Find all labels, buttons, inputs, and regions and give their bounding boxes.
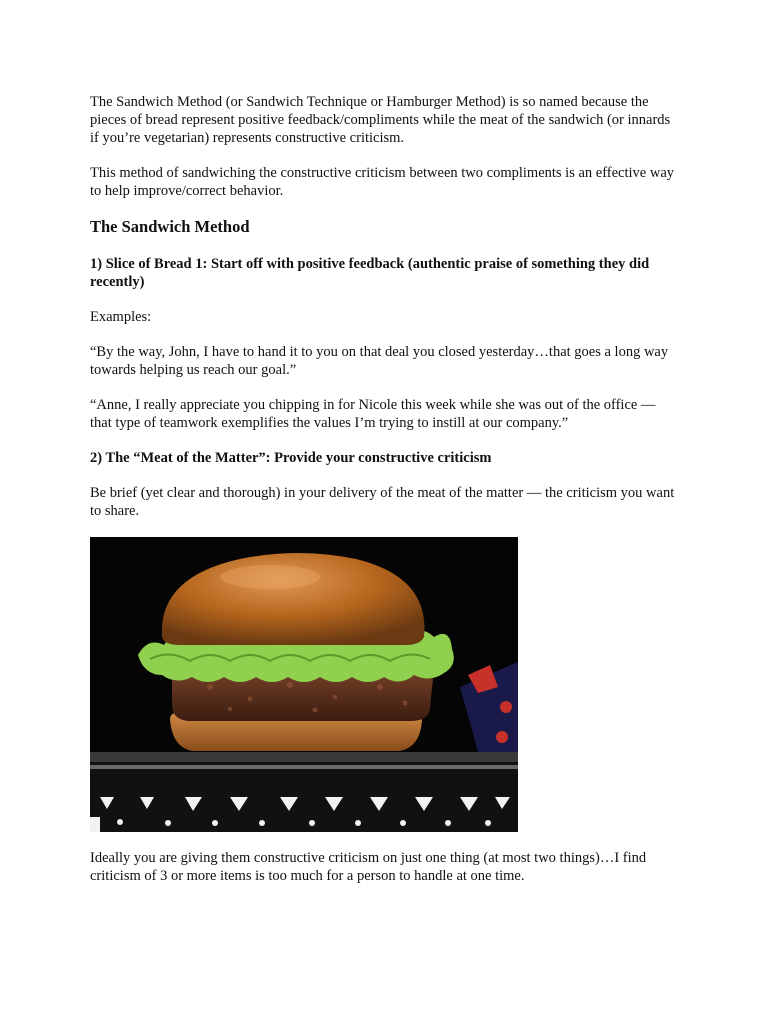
example-quote-1: “By the way, John, I have to hand it to you on that deal you closed yesterday…that goes a long way towards helping us reach our goal.” <box>90 344 669 378</box>
closing-paragraph: Ideally you are giving them constructive criticism on just one thing (at most two things)…I find criticism of 3 or more items is too much for a person to handle at one time. <box>90 850 647 884</box>
step-1-heading: 1) Slice of Bread 1: Start off with positive feedback (authentic praise of something they did recently) <box>90 256 650 290</box>
hamburger-photo-icon <box>90 537 518 832</box>
intro-paragraph-2: This method of sandwiching the constructive criticism between two compliments is an effective way to help improve/correct behavior. <box>90 165 675 199</box>
intro-paragraph-1: The Sandwich Method (or Sandwich Technique or Hamburger Method) is so named because the pieces of bread represent positive feedback/compliments while the meat of the sandwich (or innards if you’re vegetarian) represents constructive criticism. <box>90 94 671 146</box>
section-heading: The Sandwich Method <box>90 217 250 236</box>
document-page <box>90 93 680 885</box>
example-quote-2: “Anne, I really appreciate you chipping in for Nicole this week while she was out of the office — that type of teamwork exemplifies the values I’m trying to instill at our company.” <box>90 397 656 431</box>
examples-label: Examples: <box>90 309 152 325</box>
step-2-body: Be brief (yet clear and thorough) in your delivery of the meat of the matter — the criticism you want to share. <box>90 485 675 519</box>
step-2-heading: 2) The “Meat of the Matter”: Provide your constructive criticism <box>90 450 492 466</box>
